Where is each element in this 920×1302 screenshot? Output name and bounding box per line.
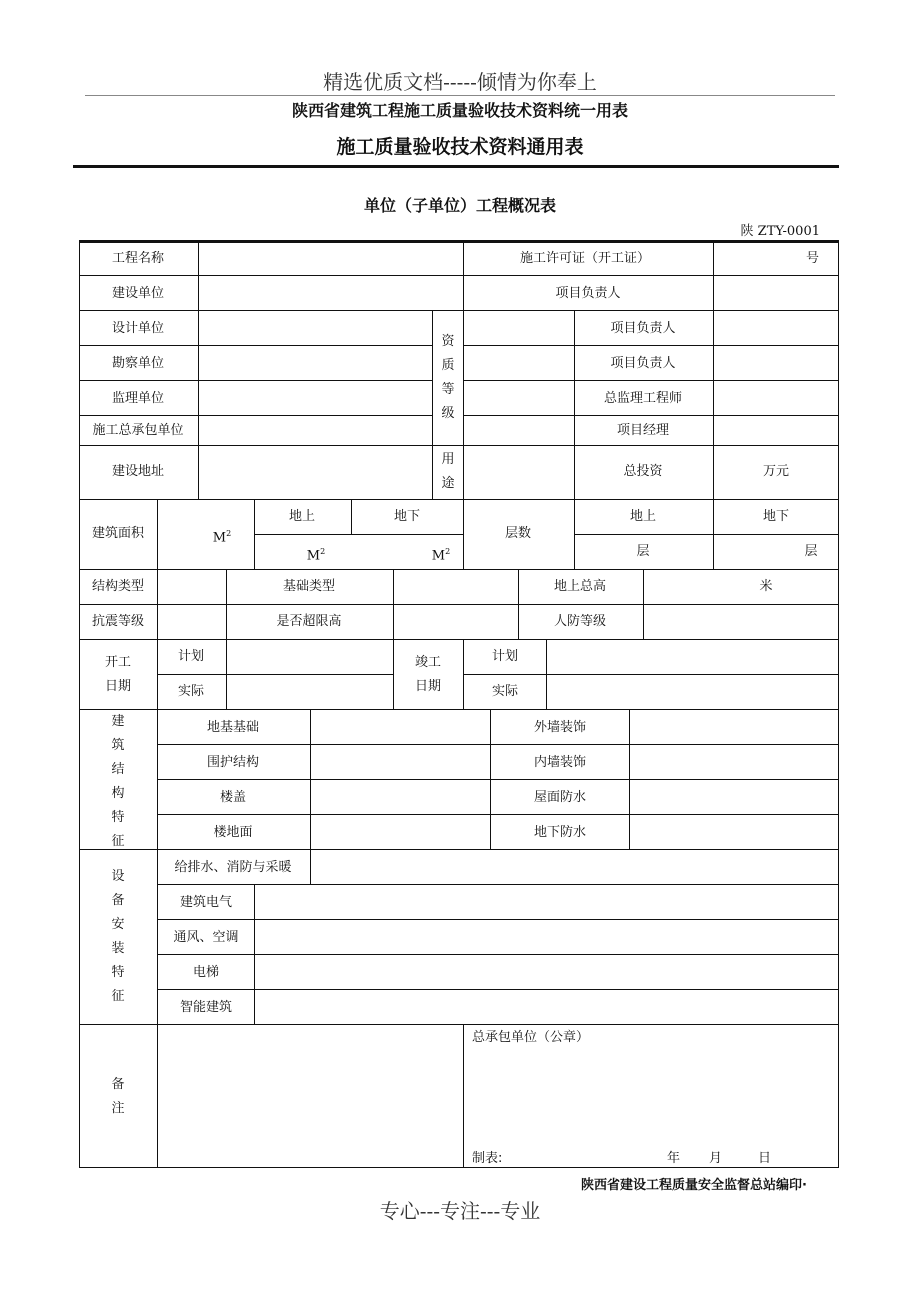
area-unit-above: $M^2$	[306, 547, 326, 564]
label-roof-waterproof: 屋面防水	[533, 790, 587, 805]
label-surveyor-leader: 项目负责人	[610, 356, 676, 371]
label-area-above: 地上	[288, 509, 316, 524]
label-structure-features: 建筑结构特征	[111, 714, 125, 849]
label-end-actual: 实际	[491, 684, 519, 699]
label-start-date: 开工日期	[104, 655, 131, 694]
label-floor-slab: 楼盖	[219, 790, 247, 805]
label-area-below: 地下	[393, 509, 421, 524]
label-equipment-features: 设备安装特征	[111, 869, 125, 1004]
label-usage: 用途	[441, 452, 455, 491]
label-envelope: 围护结构	[206, 755, 260, 770]
label-electrical: 建筑电气	[179, 895, 233, 910]
label-surveyor: 勘察单位	[111, 356, 165, 371]
label-project-manager: 项目经理	[616, 423, 670, 438]
label-structure-type: 结构类型	[91, 579, 145, 594]
label-floors: 层数	[504, 526, 532, 541]
label-elevator: 电梯	[192, 965, 220, 980]
label-owner-leader: 项目负责人	[555, 286, 621, 301]
label-chief-engineer: 总监理工程师	[603, 391, 683, 406]
label-hvac: 通风、空调	[173, 930, 239, 945]
label-designer: 设计单位	[111, 321, 165, 336]
label-start-plan: 计划	[178, 649, 205, 664]
footer-org: 陕西省建设工程质量安全监督总站编印·	[581, 1178, 807, 1193]
label-plumbing: 给排水、消防与采暖	[174, 860, 292, 875]
label-intelligent: 智能建筑	[179, 1000, 233, 1015]
watermark-bottom: 专心---专注---专业	[379, 1199, 541, 1223]
label-project-name: 工程名称	[111, 251, 165, 266]
form-title: 单位（子单位）工程概况表	[363, 196, 556, 215]
label-overheight: 是否超限高	[276, 614, 342, 629]
label-floors-above: 地上	[629, 509, 657, 524]
label-foundation: 地基基础	[206, 720, 260, 735]
label-permit: 施工许可证（开工证）	[519, 251, 651, 266]
document-title: 施工质量验收技术资料通用表	[336, 136, 584, 158]
floor-unit-below: 层	[804, 544, 818, 559]
label-supervisor: 监理单位	[111, 391, 165, 406]
label-month: 月	[709, 1151, 723, 1166]
label-exterior: 外墙装饰	[533, 720, 587, 735]
label-prepared-by: 制表:	[472, 1151, 503, 1166]
label-owner: 建设单位	[111, 286, 165, 301]
area-unit-total: $M^2$	[212, 529, 232, 546]
form-code: 陕 ZTY-0001	[740, 224, 820, 239]
label-seal: 总承包单位（公章）	[472, 1030, 590, 1045]
label-interior: 内墙装饰	[533, 755, 587, 770]
floor-unit-above: 层	[636, 544, 650, 559]
label-investment-unit: 万元	[762, 464, 790, 479]
label-civil-defense: 人防等级	[553, 614, 607, 629]
label-day: 日	[758, 1151, 772, 1166]
label-total-height: 地上总高	[553, 579, 607, 594]
label-floors-below: 地下	[762, 509, 790, 524]
label-designer-leader: 项目负责人	[610, 321, 676, 336]
label-investment: 总投资	[623, 464, 663, 479]
label-remarks: 备注	[111, 1077, 125, 1116]
label-start-actual: 实际	[178, 684, 205, 699]
label-permit-unit: 号	[806, 251, 820, 266]
label-year: 年	[667, 1151, 681, 1166]
label-end-date: 竣工日期	[414, 655, 441, 694]
label-area: 建筑面积	[91, 526, 145, 541]
area-unit-below: $M^2$	[431, 547, 451, 564]
label-height-unit: 米	[759, 579, 773, 594]
label-qualification: 资质等级	[441, 334, 455, 421]
label-end-plan: 计划	[491, 649, 519, 664]
label-seismic: 抗震等级	[91, 614, 145, 629]
label-foundation-type: 基础类型	[282, 579, 336, 594]
label-floor-surface: 楼地面	[213, 825, 253, 840]
header-bar	[73, 165, 839, 168]
label-basement-waterproof: 地下防水	[533, 825, 587, 840]
header-rule	[85, 95, 835, 96]
document-subtitle: 陕西省建筑工程施工质量验收技术资料统一用表	[291, 101, 628, 120]
label-address: 建设地址	[111, 464, 165, 479]
watermark-top: 精选优质文档-----倾情为你奉上	[323, 70, 597, 94]
label-contractor: 施工总承包单位	[92, 423, 184, 438]
